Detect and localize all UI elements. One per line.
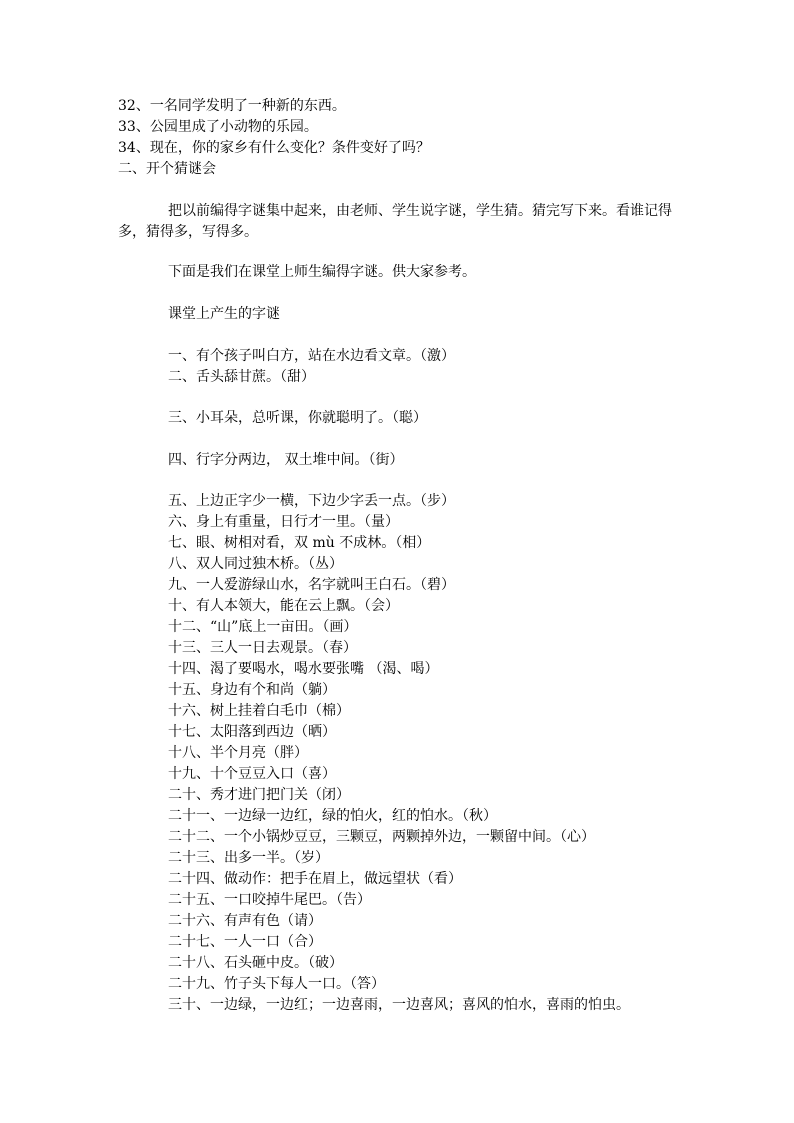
riddle-item: 二十三、出多一半。（岁） — [168, 850, 329, 866]
riddle-item: 十、有人本领大，能在云上飘。（会） — [168, 598, 399, 614]
riddle-item: 四、行字分两边， 双土堆中间。（街） — [168, 452, 404, 468]
riddle-item: 三、小耳朵，总听课，你就聪明了。（聪） — [168, 410, 427, 426]
intro-paragraph: 把以前编得字谜集中起来，由老师、学生说字谜，学生猜。猜完写下来。看谁记得多，猜得多，写得多。 — [118, 203, 672, 240]
riddle-item: 一、有个孩子叫白方，站在水边看文章。（激） — [168, 348, 455, 364]
riddle-item: 十二、“山”底上一亩田。（画） — [168, 619, 358, 635]
riddle-item: 五、上边正字少一横，下边少字丢一点。（步） — [168, 493, 455, 509]
riddle-item: 二十九、竹子头下每人一口。（答） — [168, 976, 385, 992]
reference-line: 下面是我们在课堂上师生编得字谜。供大家参考。 — [168, 264, 476, 280]
list-item: 32、一名同学发明了一种新的东西。 — [118, 98, 346, 114]
riddle-item: 十九、十个豆豆入口（喜） — [168, 766, 336, 782]
riddle-item: 二十五、一口咬掉牛尾巴。（告） — [168, 892, 371, 908]
riddle-item: 十六、树上挂着白毛巾（棉） — [168, 703, 350, 719]
list-item: 33、公园里成了小动物的乐园。 — [118, 119, 318, 135]
riddle-item: 三十、一边绿，一边红；一边喜雨，一边喜风；喜风的怕水，喜雨的怕虫。 — [168, 997, 630, 1013]
riddle-item: 二十六、有声有色（请） — [168, 913, 322, 929]
riddle-item: 二十七、一人一口（合） — [168, 934, 322, 950]
section-heading: 二、开个猜谜会 — [118, 161, 216, 177]
riddle-item: 六、身上有重量，日行才一里。（量） — [168, 514, 399, 530]
riddle-item: 二十四、做动作：把手在眉上，做远望状（看） — [168, 871, 462, 887]
riddle-item: 十四、渴了要喝水，喝水要张嘴 （渴、喝） — [168, 661, 439, 677]
riddle-item: 二十二、一个小锅炒豆豆，三颗豆，两颗掉外边，一颗留中间。（心） — [168, 829, 595, 845]
riddle-item: 十五、身边有个和尚（躺） — [168, 682, 336, 698]
riddle-item: 十八、半个月亮（胖） — [168, 745, 308, 761]
riddle-item: 八、双人同过独木桥。（丛） — [168, 556, 343, 572]
riddle-item: 二十八、石头砸中皮。（破） — [168, 955, 343, 971]
section-title: 课堂上产生的字谜 — [168, 306, 280, 322]
riddle-item: 十七、太阳落到西边（晒） — [168, 724, 336, 740]
riddle-item: 二十一、一边绿一边红，绿的怕火，红的怕水。（秋） — [168, 808, 497, 824]
list-item: 34、现在，你的家乡有什么变化？条件变好了吗？ — [118, 140, 430, 156]
riddle-item: 二十、秀才进门把门关（闭） — [168, 787, 350, 803]
riddle-item: 二、舌头舔甘蔗。（甜） — [168, 369, 315, 385]
riddle-item: 十三、三人一日去观景。（春） — [168, 640, 357, 656]
riddle-item: 九、一人爱游绿山水，名字就叫王白石。（碧） — [168, 577, 455, 593]
riddle-item: 七、眼、树相对看，双 mù 不成林。（相） — [168, 535, 431, 551]
